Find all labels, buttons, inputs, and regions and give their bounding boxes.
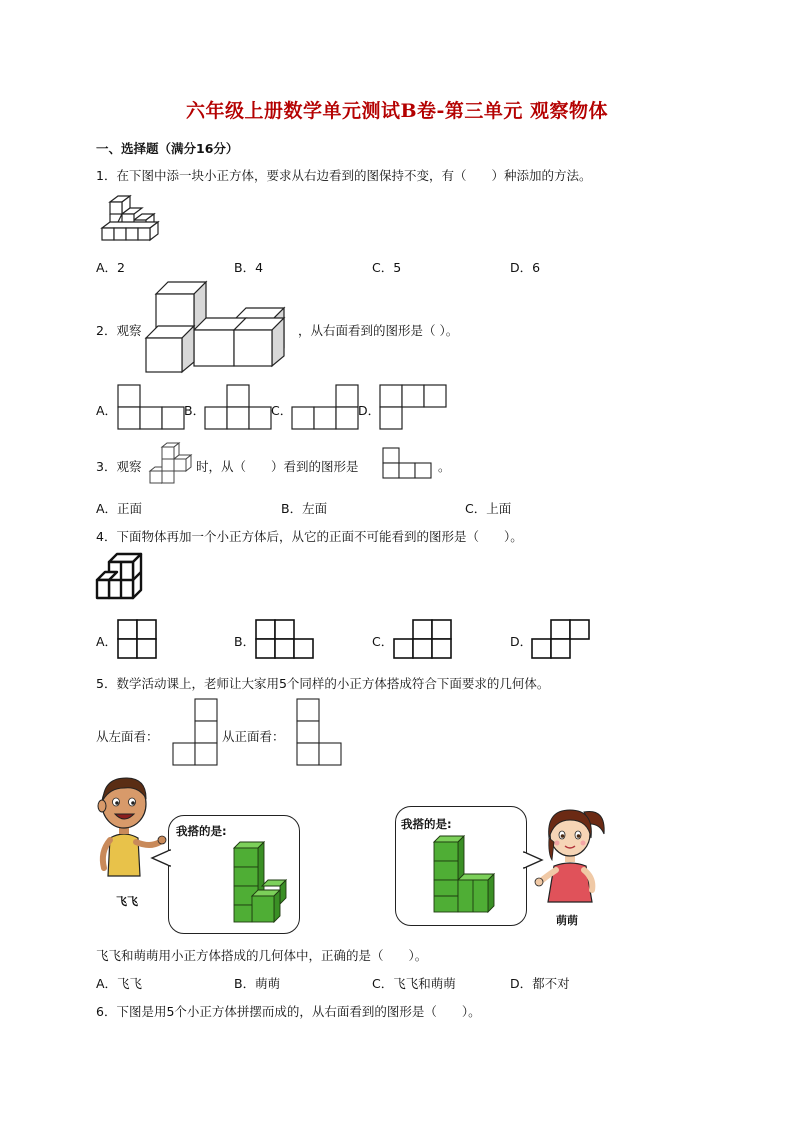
- q1-option-a[interactable]: A．2: [96, 260, 126, 275]
- q3-figure: [148, 442, 194, 486]
- q2-figure: [144, 282, 296, 374]
- q2-option-c[interactable]: C．: [271, 403, 293, 418]
- mengmeng-cube-build: [432, 834, 498, 916]
- q2-option-c-figure: [291, 384, 359, 430]
- q4-option-d[interactable]: D．: [510, 634, 533, 649]
- q5-front-view-label: 从正面看：: [222, 729, 285, 744]
- question-6-text: 6．下图是用5个小正方体拼摆而成的，从右面看到的图形是（ ）。: [96, 1004, 481, 1019]
- q5-option-d[interactable]: D．都不对: [510, 976, 570, 991]
- name-mengmeng: 萌萌: [556, 914, 578, 927]
- question-2-prefix: 2．观察: [96, 323, 142, 338]
- q5-option-a[interactable]: A．飞飞: [96, 976, 143, 991]
- q5-question: 飞飞和萌萌用小正方体搭成的几何体中，正确的是（ ）。: [96, 948, 428, 963]
- q5-left-view-label: 从左面看：: [96, 729, 159, 744]
- question-3-end: 。: [438, 459, 451, 474]
- q1-option-b[interactable]: B．4: [234, 260, 264, 275]
- q3-option-b[interactable]: B．左面: [281, 501, 328, 516]
- q1-option-d[interactable]: D．6: [510, 260, 541, 275]
- q1-option-c[interactable]: C．5: [372, 260, 402, 275]
- section-heading: 一、选择题（满分16分）: [96, 141, 239, 156]
- bubble-text-mengmeng: 我搭的是:: [401, 817, 452, 831]
- q3-option-c[interactable]: C．上面: [465, 501, 512, 516]
- q4-option-b-figure: [255, 619, 315, 659]
- q3-option-a[interactable]: A．正面: [96, 501, 143, 516]
- q2-option-b[interactable]: B．: [184, 403, 206, 418]
- q2-option-a-figure: [117, 384, 185, 430]
- q4-option-c[interactable]: C．: [372, 634, 394, 649]
- question-4-text: 4．下面物体再加一个小正方体后，从它的正面不可能看到的图形是（ ）。: [96, 529, 523, 544]
- question-3-middle: 时，从（ ）看到的图形是: [196, 459, 359, 474]
- q2-option-a[interactable]: A．: [96, 403, 118, 418]
- q5-front-view-figure: [296, 698, 344, 768]
- question-1-text: 1．在下图中添一块小正方体，要求从右边看到的图保持不变，有（ ）种添加的方法。: [96, 168, 592, 183]
- page-title: 六年级上册数学单元测试B卷-第三单元 观察物体: [185, 100, 609, 122]
- question-5-text: 5．数学活动课上，老师让大家用5个同样的小正方体搭成符合下面要求的几何体。: [96, 676, 550, 691]
- feifei-cube-build: [228, 840, 290, 926]
- bubble-pointer-left: [150, 848, 172, 868]
- question-3-prefix: 3．观察: [96, 459, 142, 474]
- q4-option-a[interactable]: A．: [96, 634, 118, 649]
- name-feifei: 飞飞: [116, 895, 138, 908]
- q3-view-figure: [382, 447, 434, 479]
- bubble-text-feifei: 我搭的是:: [176, 824, 227, 838]
- q5-option-b[interactable]: B．萌萌: [234, 976, 281, 991]
- q1-figure: [98, 196, 168, 248]
- question-2-suffix: ，从右面看到的图形是（ ）。: [298, 323, 459, 338]
- q5-left-view-figure: [172, 698, 220, 768]
- q4-option-c-figure: [393, 619, 453, 659]
- q4-option-a-figure: [117, 619, 157, 659]
- girl-mengmeng-illustration: [534, 802, 612, 910]
- q2-option-b-figure: [204, 384, 272, 430]
- q4-option-b[interactable]: B．: [234, 634, 256, 649]
- q2-option-d[interactable]: D．: [358, 403, 381, 418]
- q5-option-c[interactable]: C．飞飞和萌萌: [372, 976, 456, 991]
- q4-figure: [95, 552, 147, 602]
- q4-option-d-figure: [531, 619, 591, 659]
- q2-option-d-figure: [379, 384, 447, 430]
